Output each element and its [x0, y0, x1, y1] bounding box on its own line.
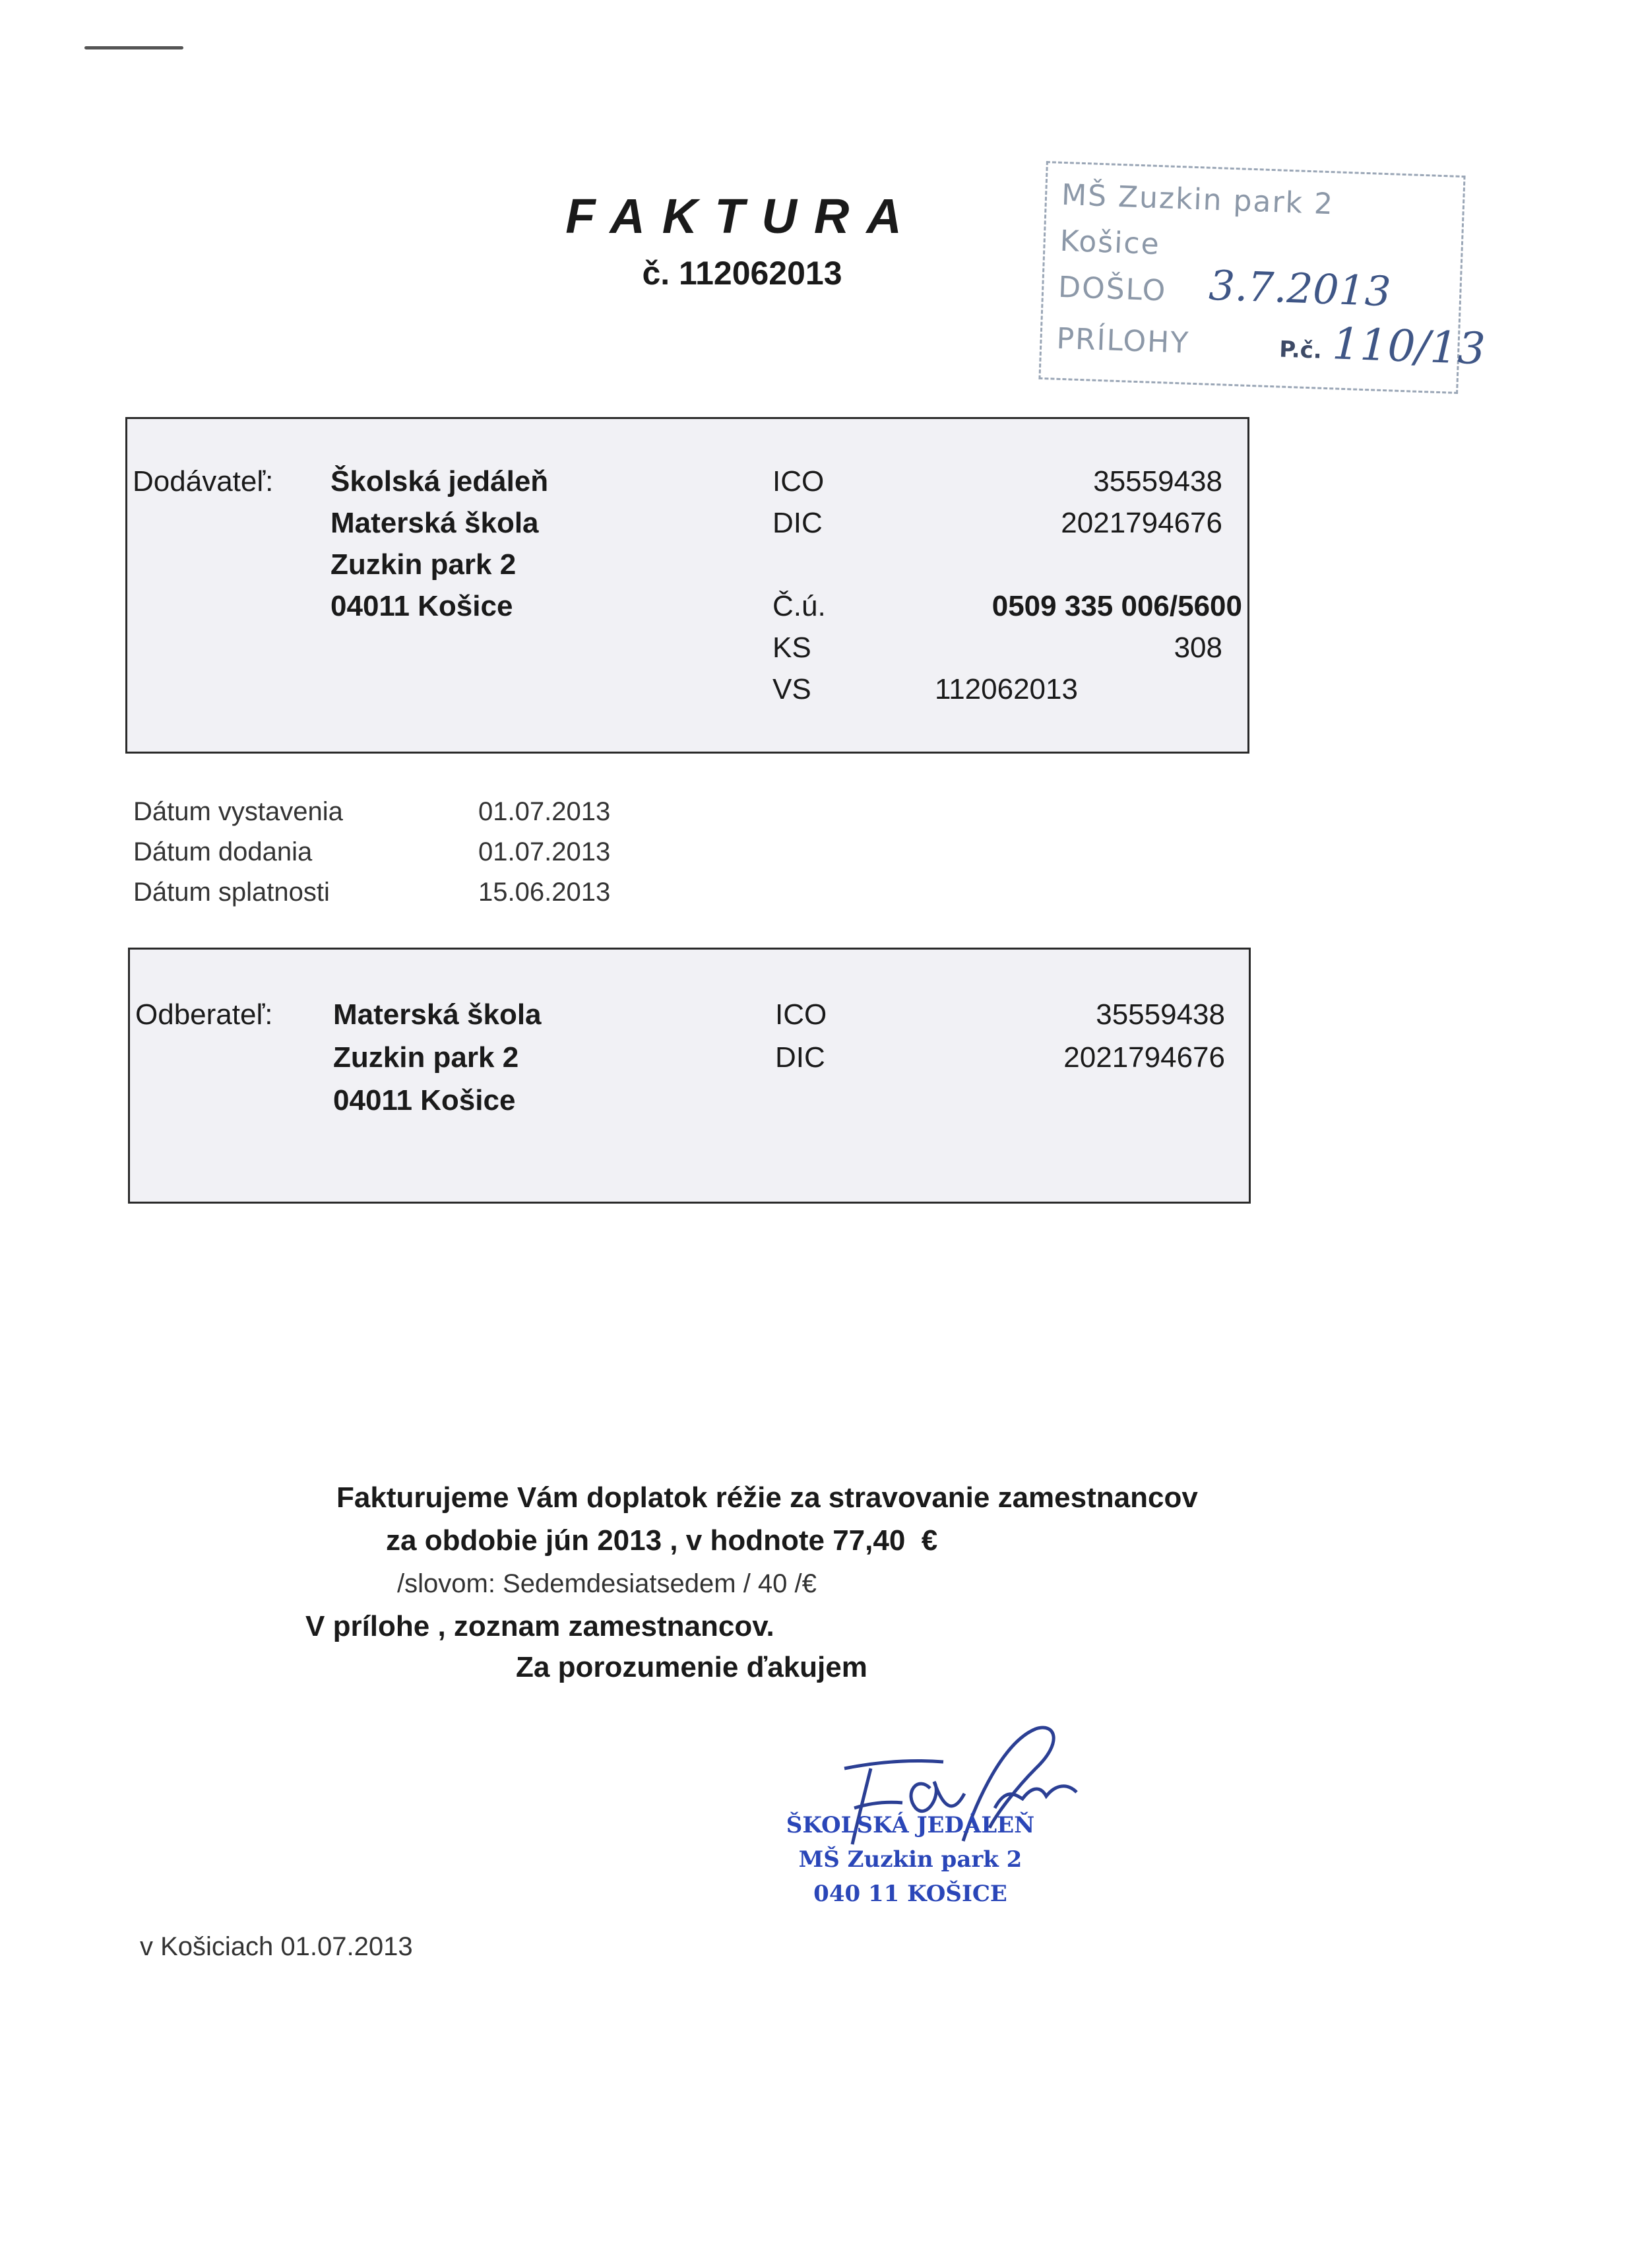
- supplier-account: 0509 335 006/5600: [991, 590, 1242, 622]
- stamp-received-date: 3.7.2013: [1208, 261, 1392, 316]
- supplier-city: 04011 Košice: [330, 590, 513, 622]
- message-line-1: Fakturujeme Vám doplatok réžie za stravovanie zamestnancov: [336, 1481, 1198, 1514]
- supplier-ks: 308: [1174, 632, 1222, 664]
- customer-label: Odberateľ:: [135, 998, 273, 1031]
- stamp-reg-number: 110/13: [1331, 318, 1486, 375]
- supplier-ico: 35559438: [1093, 465, 1222, 498]
- issued-date: 01.07.2013: [478, 797, 611, 826]
- delivery-date: 01.07.2013: [478, 837, 611, 866]
- stamp-line-school: MŠ Zuzkin park 2: [1061, 178, 1335, 222]
- supplier-name: Školská jedáleň: [330, 465, 549, 498]
- stamp-line-city: Košice: [1059, 224, 1161, 262]
- message-line-5: Za porozumenie ďakujem: [516, 1651, 867, 1683]
- customer-name: Materská škola: [333, 998, 542, 1031]
- stamp-line-attachments: PRÍLOHY: [1055, 321, 1190, 360]
- message-line-4: V prílohe , zoznam zamestnancov.: [305, 1610, 774, 1642]
- supplier-vs: 112062013: [935, 673, 1078, 705]
- customer-dic: 2021794676: [1063, 1041, 1225, 1074]
- signature-stamp: [752, 1808, 1069, 1911]
- supplier-dic: 2021794676: [1061, 507, 1222, 539]
- signature-stamp-line-1: ŠKOLSKÁ JEDÁLEŇ: [786, 1812, 1035, 1838]
- supplier-line2: Materská škola: [330, 507, 539, 539]
- received-stamp: [1038, 161, 1486, 394]
- issued-label: Dátum vystavenia: [133, 797, 343, 826]
- supplier-label: Dodávateľ:: [133, 465, 274, 498]
- supplier-dic-label: DIC: [772, 507, 823, 539]
- due-date: 15.06.2013: [478, 878, 611, 907]
- supplier-box: [125, 417, 1249, 754]
- invoice-number: č. 112062013: [642, 255, 842, 292]
- supplier-ks-label: KS: [772, 632, 811, 664]
- invoice-title: FAKTURA: [565, 189, 919, 243]
- stamp-line-received: DOŠLO: [1057, 270, 1168, 308]
- signature-stamp-line-3: 040 11 KOŠICE: [813, 1881, 1007, 1907]
- supplier-vs-label: VS: [772, 673, 811, 705]
- customer-street: Zuzkin park 2: [333, 1041, 519, 1074]
- delivery-label: Dátum dodania: [133, 837, 313, 866]
- customer-ico: 35559438: [1096, 998, 1225, 1031]
- signature-stamp-line-2: MŠ Zuzkin park 2: [798, 1846, 1022, 1873]
- customer-box: [128, 948, 1251, 1204]
- customer-ico-label: ICO: [775, 998, 827, 1031]
- place-and-date: v Košiciach 01.07.2013: [140, 1932, 413, 1961]
- customer-dic-label: DIC: [775, 1041, 825, 1074]
- stamp-reg-label: P.č.: [1278, 336, 1323, 364]
- supplier-ico-label: ICO: [772, 465, 825, 498]
- due-label: Dátum splatnosti: [133, 878, 330, 907]
- message-line-2: za obdobie jún 2013 , v hodnote 77,40 €: [386, 1524, 938, 1557]
- scan-corner-mark: [84, 46, 183, 49]
- supplier-street: Zuzkin park 2: [330, 548, 517, 581]
- supplier-account-label: Č.ú.: [772, 590, 826, 622]
- message-line-3: /slovom: Sedemdesiatsedem / 40 /€: [397, 1569, 817, 1598]
- customer-city: 04011 Košice: [333, 1084, 516, 1117]
